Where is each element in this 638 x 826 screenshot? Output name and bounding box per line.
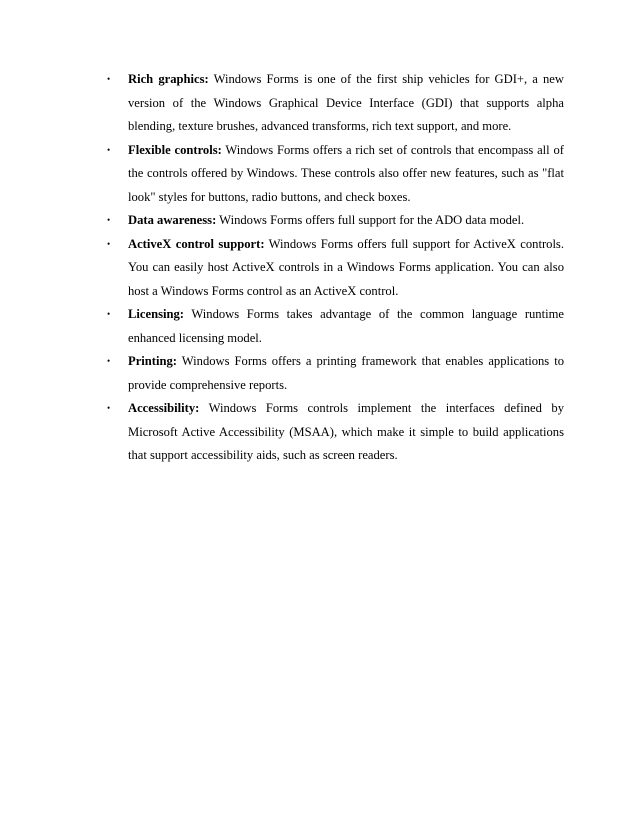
item-text: Windows Forms offers a printing framework that enables applications to provide comprehensive reports.	[128, 354, 564, 392]
list-item-activex-control-support	[102, 233, 564, 304]
item-text: Windows Forms offers a rich set of controls that encompass all of the controls offered by Windows. These controls also offer new features, such as "flat look" styles for buttons, radio buttons, and check boxes.	[128, 142, 564, 204]
bullet-icon: •	[107, 74, 111, 84]
bullet-icon: •	[107, 403, 111, 413]
list-item-flexible-controls	[102, 139, 564, 210]
item-text: Windows Forms is one of the first ship vehicles for GDI+, a new version of the Windows Graphical Device Interface (GDI) that supports alpha blending, texture brushes, advanced transforms, rich text support, and more.	[128, 72, 564, 133]
bullet-icon: •	[107, 215, 111, 225]
bullet-icon: •	[107, 144, 111, 155]
item-term: Rich graphics:	[128, 72, 209, 86]
list-item-accessibility	[102, 397, 564, 468]
item-text: Windows Forms offers full support for the ADO data model.	[216, 213, 525, 227]
item-term: Licensing:	[128, 307, 184, 321]
list-item-rich-graphics	[102, 68, 564, 139]
item-text: Windows Forms takes advantage of the common language runtime enhanced licensing model.	[128, 307, 564, 345]
bullet-icon: •	[107, 309, 111, 319]
item-term: Printing:	[128, 354, 177, 368]
item-term: ActiveX control support:	[128, 236, 265, 251]
feature-bullet-list	[102, 68, 564, 468]
item-term: Flexible controls:	[128, 142, 222, 157]
item-term: Accessibility:	[128, 401, 200, 415]
item-term: Data awareness:	[128, 213, 217, 227]
list-item-printing	[102, 350, 564, 397]
item-text: Windows Forms controls implement the interfaces defined by Microsoft Active Accessibility (MSAA), which make it simple to build applications that support accessibility aids, such as screen readers.	[128, 401, 564, 462]
list-item-licensing	[102, 303, 564, 350]
bullet-icon: •	[107, 356, 111, 366]
bullet-icon: •	[107, 238, 111, 249]
item-text: Windows Forms offers full support for ActiveX controls. You can easily host ActiveX controls in a Windows Forms application. You can also host a Windows Forms control as an ActiveX control.	[128, 236, 564, 298]
list-item-data-awareness	[102, 209, 564, 233]
